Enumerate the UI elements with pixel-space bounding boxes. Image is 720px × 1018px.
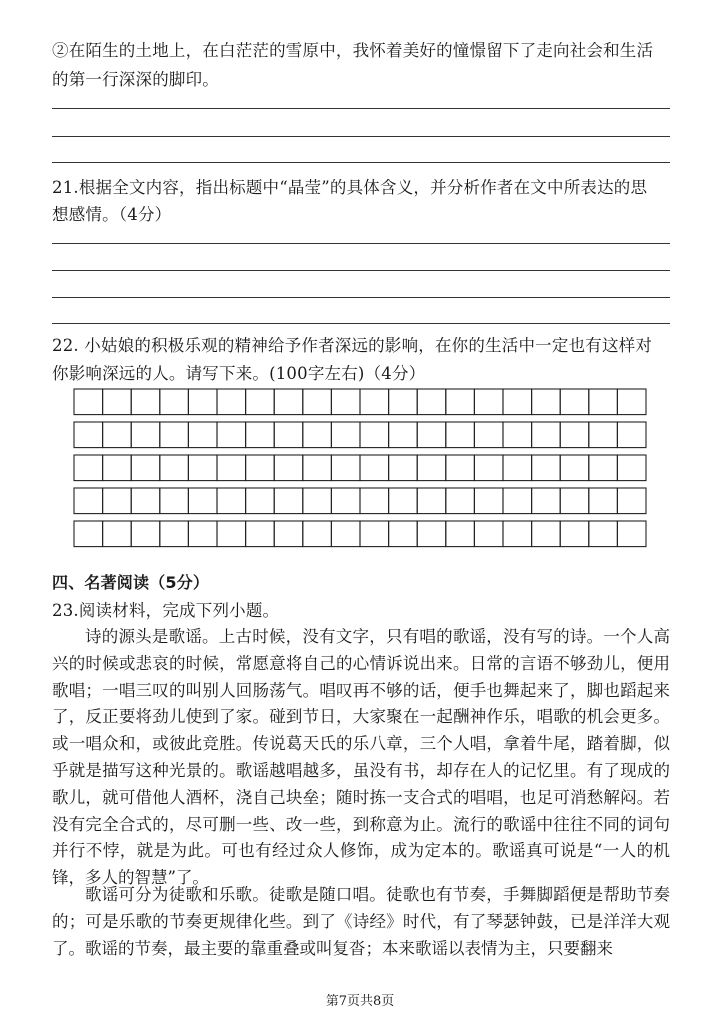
grid-cell[interactable] <box>74 389 103 415</box>
grid-cell[interactable] <box>560 422 589 448</box>
grid-cell[interactable] <box>446 521 475 547</box>
grid-cell[interactable] <box>360 488 389 514</box>
grid-cell[interactable] <box>103 389 132 415</box>
grid-cell[interactable] <box>331 521 360 547</box>
grid-cell[interactable] <box>389 521 418 547</box>
grid-cell[interactable] <box>274 521 303 547</box>
grid-cell[interactable] <box>589 422 618 448</box>
grid-cell[interactable] <box>160 455 189 481</box>
grid-cell[interactable] <box>560 389 589 415</box>
grid-cell[interactable] <box>303 389 332 415</box>
grid-cell[interactable] <box>188 422 217 448</box>
q21-line1: 21.根据全文内容，指出标题中“晶莹”的具体含义，并分析作者在文中所表达的思 <box>52 178 648 197</box>
grid-cell[interactable] <box>246 389 275 415</box>
grid-cell[interactable] <box>103 455 132 481</box>
grid-cell[interactable] <box>103 521 132 547</box>
grid-cell[interactable] <box>360 422 389 448</box>
grid-cell[interactable] <box>503 389 532 415</box>
grid-cell[interactable] <box>417 455 446 481</box>
grid-cell[interactable] <box>532 488 561 514</box>
grid-cell[interactable] <box>188 389 217 415</box>
grid-cell[interactable] <box>246 422 275 448</box>
grid-cell[interactable] <box>160 422 189 448</box>
grid-cell[interactable] <box>274 455 303 481</box>
grid-cell[interactable] <box>417 422 446 448</box>
answer-line[interactable] <box>52 270 670 271</box>
page-footer: 第7页共8页 <box>325 994 395 1009</box>
grid-cell[interactable] <box>74 455 103 481</box>
grid-cell[interactable] <box>303 455 332 481</box>
grid-cell[interactable] <box>360 521 389 547</box>
grid-cell[interactable] <box>389 422 418 448</box>
grid-cell[interactable] <box>617 521 646 547</box>
grid-cell[interactable] <box>474 389 503 415</box>
q21-line2: 想感情。（4分） <box>52 205 172 224</box>
grid-cell[interactable] <box>560 521 589 547</box>
grid-cell[interactable] <box>274 389 303 415</box>
grid-cell[interactable] <box>503 422 532 448</box>
grid-cell[interactable] <box>303 521 332 547</box>
passage-paragraph-1: 诗的源头是歌谣。上古时候，没有文字，只有唱的歌谣，没有写的诗。一个人高兴的时候或悲哀的时候，常愿意将自己的心情诉说出来。日常的言语不够劲儿，便用歌唱；一唱三叹的叫别人回肠荡气。唱叹再不够的话，便手也舞起来了，脚也蹈起来了，反正要将劲儿使到了家。碰到节日，大家聚在一起酬神作乐，唱歌的机会更多。或一唱众和，或彼此竞胜。传说葛天氏的乐八章，三个人唱，拿着牛尾，踏着脚，似乎就是描写这种光景的。歌谣越唱越多，虽没有书，却存在人的记忆里。有了现成的歌儿，就可借他人酒杯，浇自己块垒；随时拣一支合式的唱唱，也足可消愁解闷。若没有完全合式的，尽可删一些、改一些，到称意为止。流行的歌谣中往往不同的词句并行不悖，就是为此。可也有经过众人修饰，成为定本的。歌谣真可说是“一人的机锋，多人的智慧”了。 <box>52 627 670 888</box>
grid-cell[interactable] <box>246 521 275 547</box>
grid-cell[interactable] <box>131 455 160 481</box>
grid-cell[interactable] <box>417 521 446 547</box>
grid-cell[interactable] <box>274 422 303 448</box>
grid-cell[interactable] <box>503 488 532 514</box>
grid-cell[interactable] <box>389 488 418 514</box>
grid-cell[interactable] <box>131 488 160 514</box>
grid-cell[interactable] <box>560 455 589 481</box>
grid-cell[interactable] <box>74 521 103 547</box>
grid-cell[interactable] <box>360 455 389 481</box>
grid-cell[interactable] <box>532 521 561 547</box>
grid-cell[interactable] <box>274 488 303 514</box>
grid-cell[interactable] <box>74 488 103 514</box>
grid-cell[interactable] <box>103 488 132 514</box>
passage-paragraph-2: 歌谣可分为徒歌和乐歌。徒歌是随口唱。徒歌也有节奏，手舞脚蹈便是帮助节奏的；可是乐歌的节奏更规律化些。到了《诗经》时代，有了琴瑟钟鼓，已是洋洋大观了。歌谣的节奏，最主要的靠重叠或叫复沓；本来歌谣以表情为主，只要翻来 <box>52 885 670 958</box>
grid-cell[interactable] <box>188 455 217 481</box>
answer-line[interactable] <box>52 162 670 163</box>
answer-line[interactable] <box>52 136 670 137</box>
answer-line[interactable] <box>52 297 670 298</box>
grid-cell[interactable] <box>160 389 189 415</box>
grid-cell[interactable] <box>532 422 561 448</box>
q20-item2-line2: 的第一行深深的脚印。 <box>52 70 219 89</box>
grid-cell[interactable] <box>560 488 589 514</box>
grid-cell[interactable] <box>589 488 618 514</box>
grid-cell[interactable] <box>474 422 503 448</box>
grid-cell[interactable] <box>331 455 360 481</box>
grid-cell[interactable] <box>217 521 246 547</box>
grid-cell[interactable] <box>474 455 503 481</box>
grid-cell[interactable] <box>160 488 189 514</box>
grid-cell[interactable] <box>360 389 389 415</box>
grid-cell[interactable] <box>532 455 561 481</box>
grid-cell[interactable] <box>303 488 332 514</box>
grid-cell[interactable] <box>217 488 246 514</box>
grid-cell[interactable] <box>246 488 275 514</box>
grid-cell[interactable] <box>303 422 332 448</box>
answer-line[interactable] <box>52 243 670 244</box>
grid-cell[interactable] <box>589 455 618 481</box>
q22-line1: 22. 小姑娘的积极乐观的精神给予作者深远的影响，在你的生活中一定也有这样对 <box>52 336 653 355</box>
writing-grid[interactable] <box>72 387 648 552</box>
grid-cell[interactable] <box>474 521 503 547</box>
grid-cell[interactable] <box>446 488 475 514</box>
grid-cell[interactable] <box>532 389 561 415</box>
q23-instruction: 23.阅读材料，完成下列小题。 <box>52 601 280 620</box>
grid-cell[interactable] <box>417 488 446 514</box>
grid-cell[interactable] <box>617 488 646 514</box>
grid-cell[interactable] <box>589 389 618 415</box>
grid-cell[interactable] <box>617 389 646 415</box>
grid-cell[interactable] <box>160 521 189 547</box>
grid-cell[interactable] <box>131 422 160 448</box>
grid-cell[interactable] <box>103 422 132 448</box>
grid-cell[interactable] <box>74 422 103 448</box>
grid-cell[interactable] <box>446 422 475 448</box>
q22-line2: 你影响深远的人。请写下来。(100字左右)（4分） <box>52 364 426 383</box>
grid-cell[interactable] <box>131 521 160 547</box>
grid-cell[interactable] <box>217 389 246 415</box>
grid-cell[interactable] <box>617 422 646 448</box>
grid-cell[interactable] <box>389 389 418 415</box>
grid-cell[interactable] <box>217 422 246 448</box>
q20-item2-line1: ②在陌生的土地上，在白茫茫的雪原中，我怀着美好的憧憬留下了走向社会和生活 <box>52 41 654 60</box>
grid-cell[interactable] <box>617 455 646 481</box>
grid-cell[interactable] <box>389 455 418 481</box>
grid-cell[interactable] <box>589 521 618 547</box>
section-heading: 四、名著阅读（5分） <box>52 573 210 592</box>
grid-cell[interactable] <box>503 455 532 481</box>
answer-line[interactable] <box>52 108 670 109</box>
grid-cell[interactable] <box>446 389 475 415</box>
grid-cell[interactable] <box>188 488 217 514</box>
grid-cell[interactable] <box>246 455 275 481</box>
grid-cell[interactable] <box>331 488 360 514</box>
grid-cell[interactable] <box>131 389 160 415</box>
grid-cell[interactable] <box>446 455 475 481</box>
grid-cell[interactable] <box>217 455 246 481</box>
grid-cell[interactable] <box>474 488 503 514</box>
grid-cell[interactable] <box>331 422 360 448</box>
grid-cell[interactable] <box>417 389 446 415</box>
grid-cell[interactable] <box>188 521 217 547</box>
grid-cell[interactable] <box>331 389 360 415</box>
grid-cell[interactable] <box>503 521 532 547</box>
answer-line[interactable] <box>52 323 670 324</box>
